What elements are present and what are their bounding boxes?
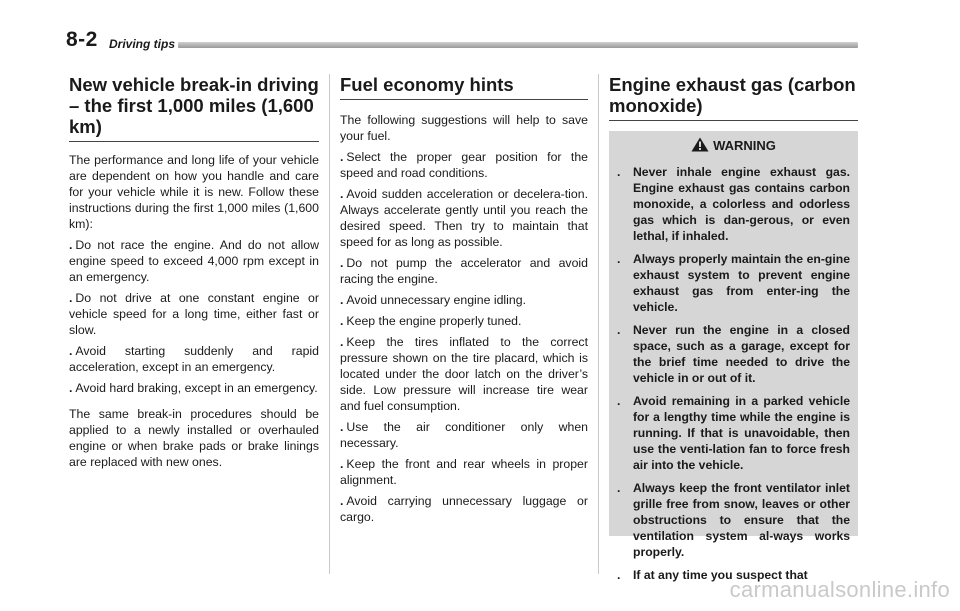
list-item: . Select the proper gear position for the speed and road conditions.	[340, 150, 588, 180]
page-number: 8-2	[66, 28, 98, 51]
list-item: . Keep the front and rear wheels in proper alignment.	[340, 457, 588, 487]
fuel-title: Fuel economy hints	[340, 74, 588, 100]
list-item: . Do not drive at one constant engine or vehicle speed for a long time, either fast or slow.	[69, 291, 319, 337]
watermark: carmanualsonline.info	[729, 577, 950, 602]
break-in-title: New vehicle break-in driving – the first 1,000 miles (1,600 km)	[69, 74, 319, 142]
fuel-intro: The following suggestions will help to save your fuel.	[340, 113, 588, 143]
list-item: . Do not race the engine. And do not allow engine speed to exceed 4,000 rpm except in an emergency.	[69, 238, 319, 284]
list-item: . Do not pump the accelerator and avoid racing the engine.	[340, 256, 588, 286]
list-item: . Always properly maintain the en-gine exhaust system to prevent engine exhaust gas from enter-ing the vehicle.	[617, 252, 850, 314]
list-item: . Avoid sudden acceleration or decelera-tion. Always accelerate gently until you reach the desired speed. Then try to maintain that speed for as long as possible.	[340, 187, 588, 249]
page-header	[66, 28, 858, 58]
column-divider	[329, 74, 330, 574]
warning-label: WARNING	[713, 138, 776, 153]
warning-triangle-icon	[691, 137, 709, 156]
list-item: . Avoid unnecessary engine idling.	[340, 293, 526, 307]
fuel-economy-section	[340, 74, 588, 530]
column-divider	[598, 74, 599, 574]
list-item: . Avoid carrying unnecessary luggage or cargo.	[340, 494, 588, 524]
list-item: . Keep the engine properly tuned.	[340, 314, 522, 328]
list-item: . Never inhale engine exhaust gas. Engine exhaust gas contains carbon monoxide, a colorless and odorless gas which is dan-gerous, or even lethal, if inhaled.	[617, 165, 850, 243]
list-item: . If at any time you suspect that	[617, 568, 808, 582]
section-name: Driving tips	[109, 37, 176, 51]
list-item: . Keep the tires inflated to the correct pressure shown on the tire placard, which is located under the door latch on the driver’s side. Low pressure will increase tire wear and fuel consumption.	[340, 335, 588, 413]
break-in-outro: The same break-in procedures should be applied to a newly installed or overhauled engine or when brake pads or brake linings are replaced with new ones.	[69, 407, 319, 469]
list-item: . Avoid remaining in a parked vehicle for a lengthy time while the engine is running. If that is unavoidable, then use the venti-lation fan to force fresh air into the vehicle.	[617, 394, 850, 472]
exhaust-title: Engine exhaust gas (carbon monoxide)	[609, 74, 858, 121]
list-item: . Avoid hard braking, except in an emergency.	[69, 381, 318, 395]
warning-box	[609, 131, 858, 582]
list-item: . Use the air conditioner only when necessary.	[340, 420, 588, 450]
list-item: . Never run the engine in a closed space, such as a garage, except for the brief time needed to drive the vehicle in or out of it.	[617, 323, 850, 385]
list-item: . Always keep the front ventilator inlet grille free from snow, leaves or other obstructions to ensure that the ventilation system al-ways works properly.	[617, 481, 850, 559]
break-in-section	[69, 74, 319, 475]
warning-header	[617, 137, 850, 156]
header-rule	[178, 42, 858, 48]
list-item: . Avoid starting suddenly and rapid acceleration, except in an emergency.	[69, 344, 319, 374]
break-in-intro: The performance and long life of your vehicle are dependent on how you handle and care for your vehicle while it is new. Follow these instructions during the first 1,000 miles (1,600 km):	[69, 153, 319, 231]
exhaust-section	[609, 74, 858, 582]
